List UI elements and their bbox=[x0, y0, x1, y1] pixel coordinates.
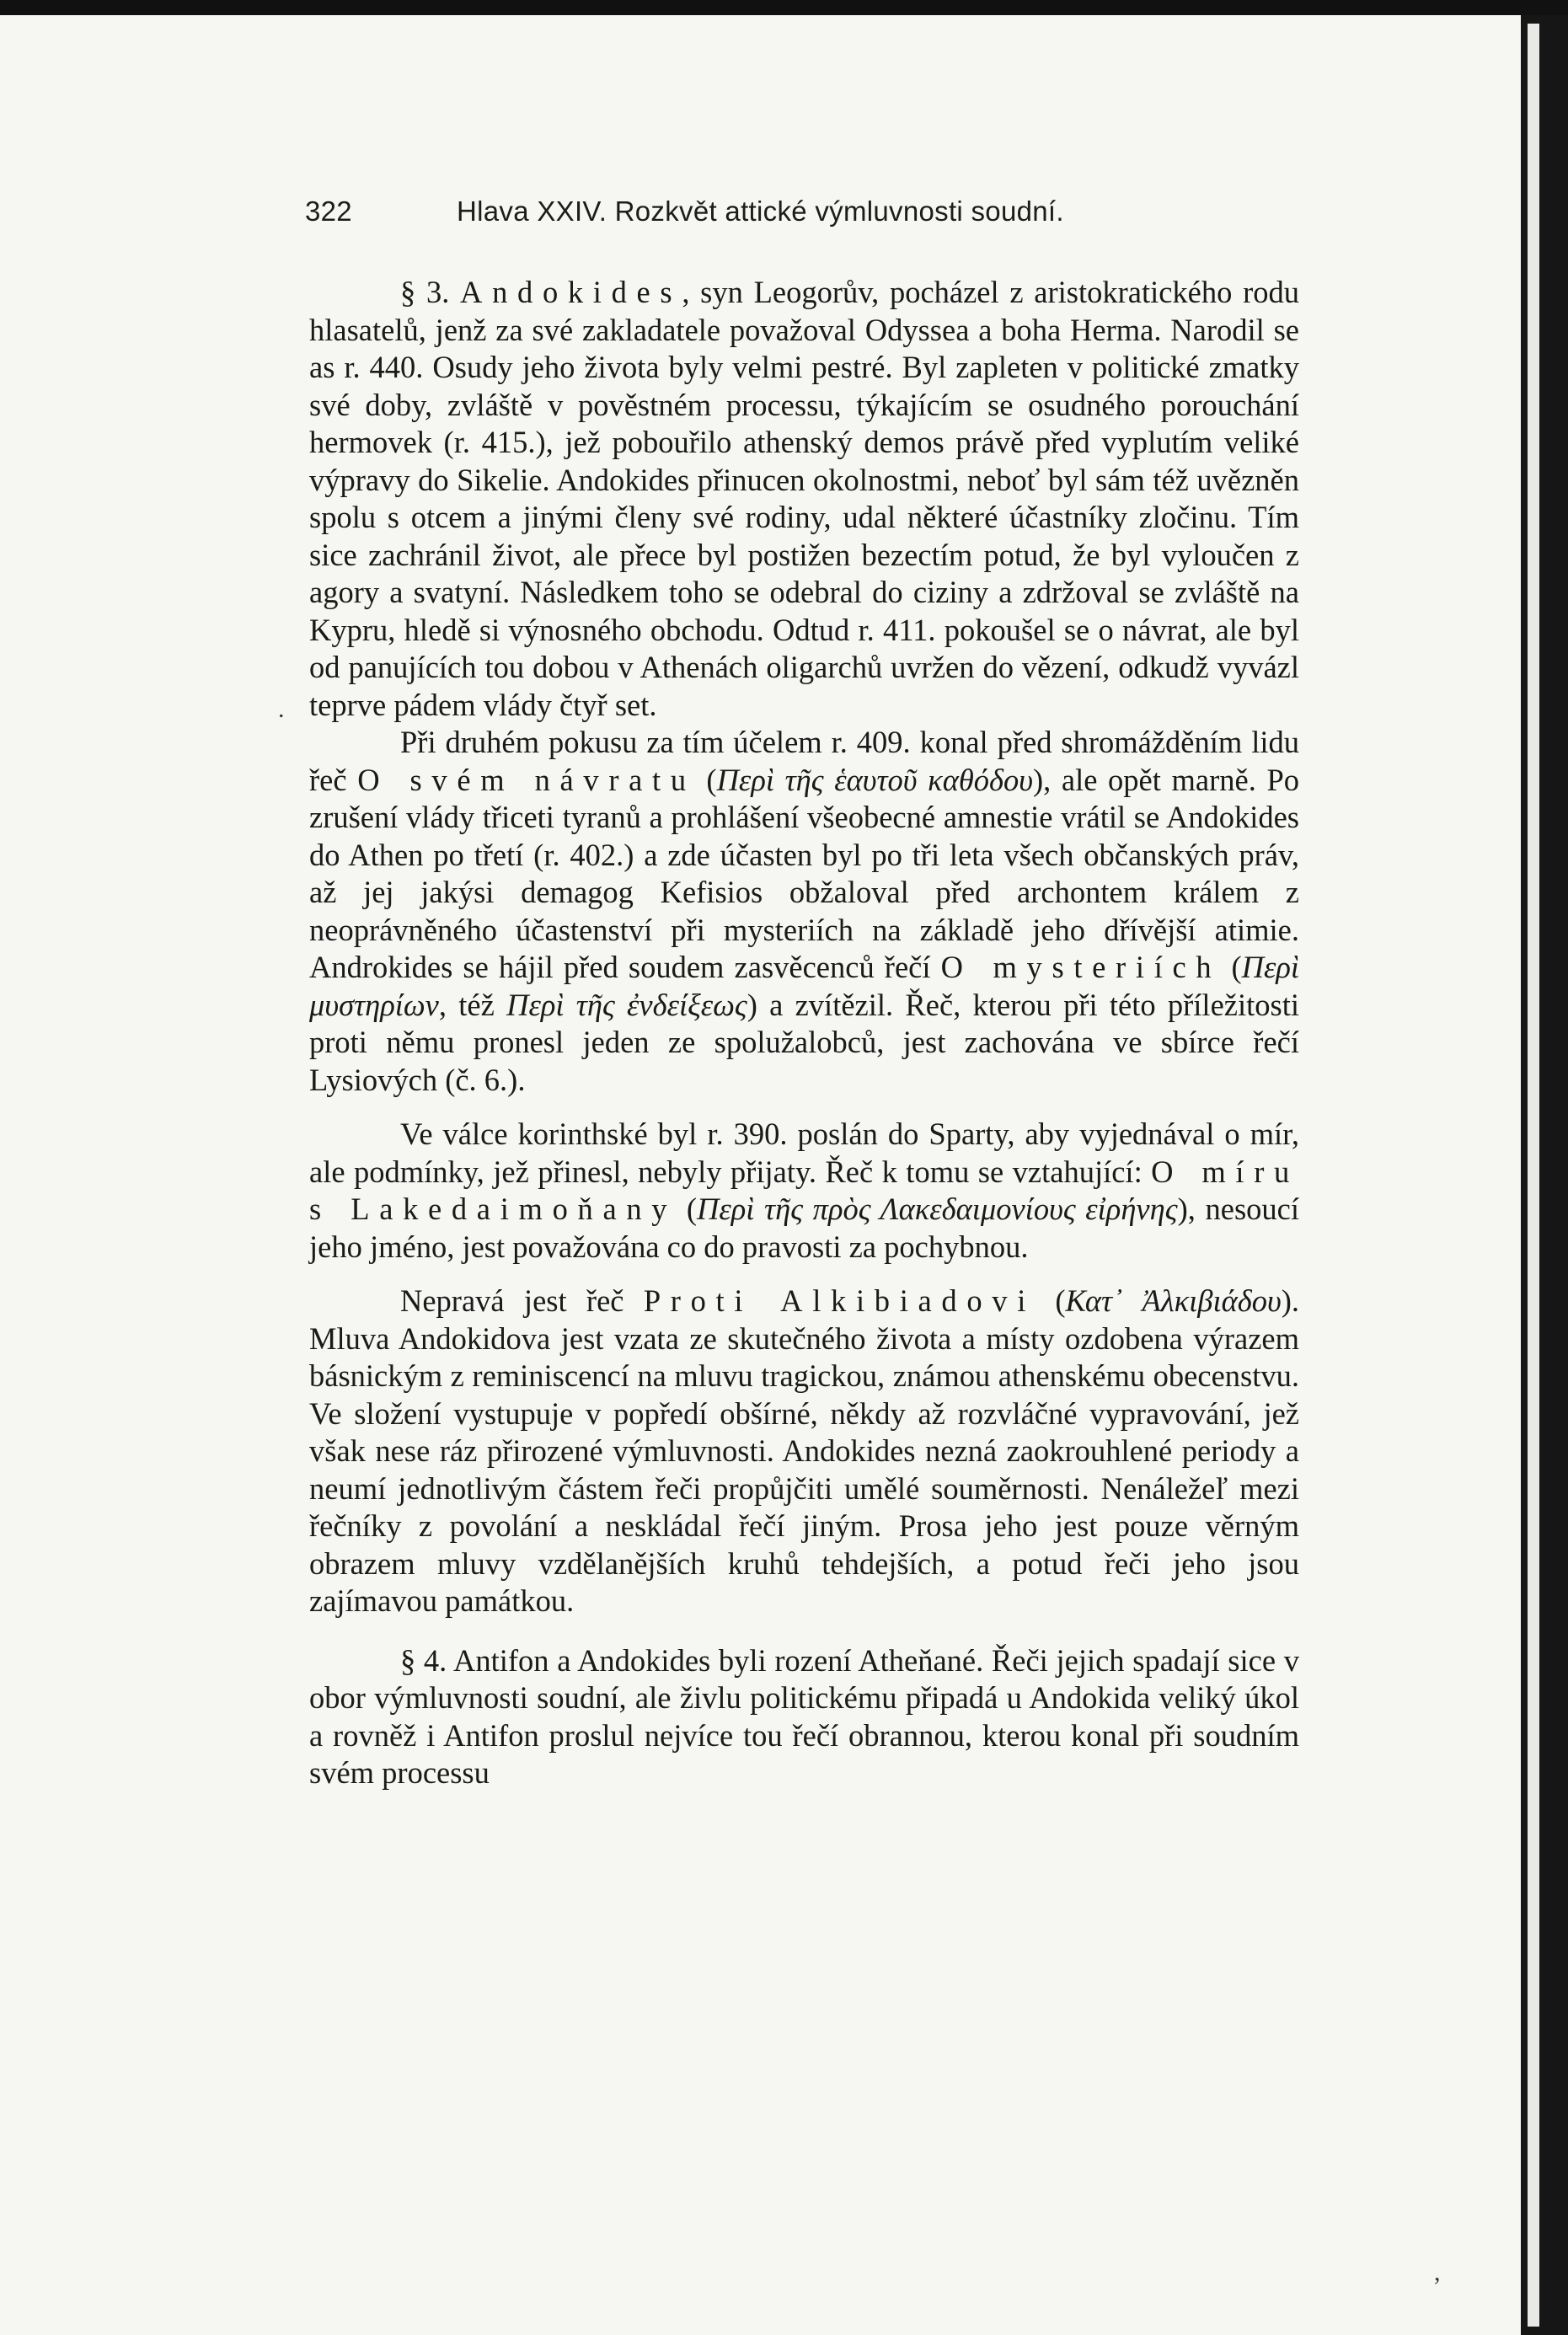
section-mark: § 3. bbox=[400, 275, 461, 309]
greek-title: Κατ᾽ Ἀλκιβιάδου bbox=[1065, 1283, 1282, 1318]
paren-open: ( bbox=[1221, 950, 1242, 984]
greek-title: Περὶ μυστηρίων bbox=[309, 950, 1300, 1022]
stray-dot: . bbox=[278, 695, 285, 723]
speech-title: O mysteriích bbox=[940, 950, 1222, 984]
running-head bbox=[305, 195, 1316, 228]
stray-mark: , bbox=[1434, 2258, 1441, 2286]
speech-title: Proti Alkibiadovi bbox=[643, 1283, 1036, 1318]
speech-title: O svém návratu bbox=[357, 762, 696, 797]
paragraph-text: , syn Leogorův, pocházel z aristokratického rodu hlasatelů, jenž za své zakladatele považoval Odyssea a boha Herma. Narodil se as r. 440. Osudy jeho života byly velmi pestré. Byl zapleten v politické zmatky své doby, zvláště v pověstném processu, týkajícím se osudného porouchání hermovek (r. 415.), jež pobouřilo athenský demos právě před vyplutím veliké výpravy do Sikelie. Andokides přinucen okolnostmi, neboť byl sám též uvězněn spolu s otcem a jinými členy své rodiny, udal některé účastníky zločinu. Tím sice zachránil život, ale přece byl postižen bezectím potud, že byl vyloučen z agory a svatyní. Následkem toho se odebral do ciziny a zdržoval se zvláště na Kypru, hledě si výnosného obchodu. Odtud r. 411. pokoušel se o návrat, ale byl od panujících tou dobou v Athenách oligarchů uvržen do vězení, odkudž vyvázl teprve pádem vlády čtyř set. bbox=[309, 275, 1299, 722]
paragraph-andokides-bio bbox=[309, 274, 1299, 724]
paragraph-text: ), nesoucí jeho jméno, jest považována co do pravosti za pochybnou. bbox=[309, 1192, 1299, 1264]
paragraph-section-4 bbox=[309, 1642, 1299, 1792]
page-edge-strip bbox=[1528, 24, 1539, 2327]
paragraph-text: , též bbox=[438, 987, 507, 1022]
body-text bbox=[309, 274, 1299, 1792]
scan-right-border bbox=[1521, 15, 1568, 2335]
page-number: 322 bbox=[305, 195, 352, 227]
paragraph-text: Při druhém pokusu za tím účelem r. 409. konal před shromážděním lidu řeč bbox=[309, 725, 1299, 797]
paragraph-style bbox=[309, 1283, 1299, 1620]
greek-title: Περὶ τῆς ἐνδείξεως bbox=[506, 987, 747, 1022]
paragraph-text: Ve válce korinthské byl r. 390. poslán do Sparty, aby vyjednával o mír, ale podmínky, jež přinesl, nebyly přijaty. Řeč k tomu se vztahující: bbox=[309, 1117, 1299, 1189]
scan-top-border bbox=[0, 0, 1568, 15]
paragraph-corinthian-war bbox=[309, 1116, 1299, 1266]
paragraph-text: ) a zvítězil. Řeč, kterou při této příležitosti proti němu pronesl jeden ze spolužalobců, jest zachována ve sbírce řečí Lysiových (č. 6.). bbox=[309, 987, 1299, 1097]
paragraph-text: ), ale opět marně. Po zrušení vlády třiceti tyranů a prohlášení všeobecné amnestie vrátil se Andokides do Athen po třetí (r. 402.) a zde účasten byl po tři leta všech občanských práv, až jej jakýsi demagog Kefisios obžaloval před archontem králem z neoprávněného účastenství při mysteriích na základě jeho dřívější atimie. Androkides se hájil před soudem zasvěcenců řečí bbox=[309, 762, 1299, 984]
greek-title: Περὶ τῆς πρὸς Λακεδαιμονίους εἰρήνης bbox=[697, 1192, 1178, 1226]
chapter-title: Hlava XXIV. Rozkvět attické výmluvnosti soudní. bbox=[457, 195, 1064, 227]
greek-title: Περὶ τῆς ἑαυτοῦ καθόδου bbox=[716, 762, 1033, 797]
paren-open: ( bbox=[677, 1192, 697, 1226]
spaced-name: Andokides bbox=[460, 275, 682, 309]
paragraph-speeches bbox=[309, 724, 1299, 1099]
paren-open: ( bbox=[695, 762, 717, 797]
paren-open: ( bbox=[1036, 1283, 1066, 1318]
paragraph-text: ). Mluva Andokidova jest vzata ze skutečného života a místy ozdobena výrazem básnickým z reminiscencí na mluvu tragickou, známou athenskému obecenstvu. Ve složení vystupuje v popředí obšírné, někdy až rozvláčné vypravování, jež však nese ráz přirozené výmluvnosti. Andokides nezná zaokrouhlené periody a neumí jednotlivým částem řeči propůjčiti umělé souměrnosti. Nenáležeľ mezi řečníky z povolání a neskládal řečí jiným. Prosa jeho jest pouze věrným obrazem mluvy vzdělanějších kruhů tehdejších, a potud řeči jeho jsou zajímavou památkou. bbox=[309, 1283, 1300, 1618]
paragraph-text: Nepravá jest řeč bbox=[400, 1283, 644, 1318]
speech-title: O míru s Lakedaimoňany bbox=[309, 1154, 1299, 1226]
paragraph-text: § 4. Antifon a Andokides byli rození Atheňané. Řeči jejich spadají sice v obor výmluvnosti soudní, ale živlu politickému připadá u Andokida veliký úkol a rovněž i Antifon proslul nejvíce tou řečí obrannou, kterou konal při soudním svém processu bbox=[309, 1642, 1299, 1790]
